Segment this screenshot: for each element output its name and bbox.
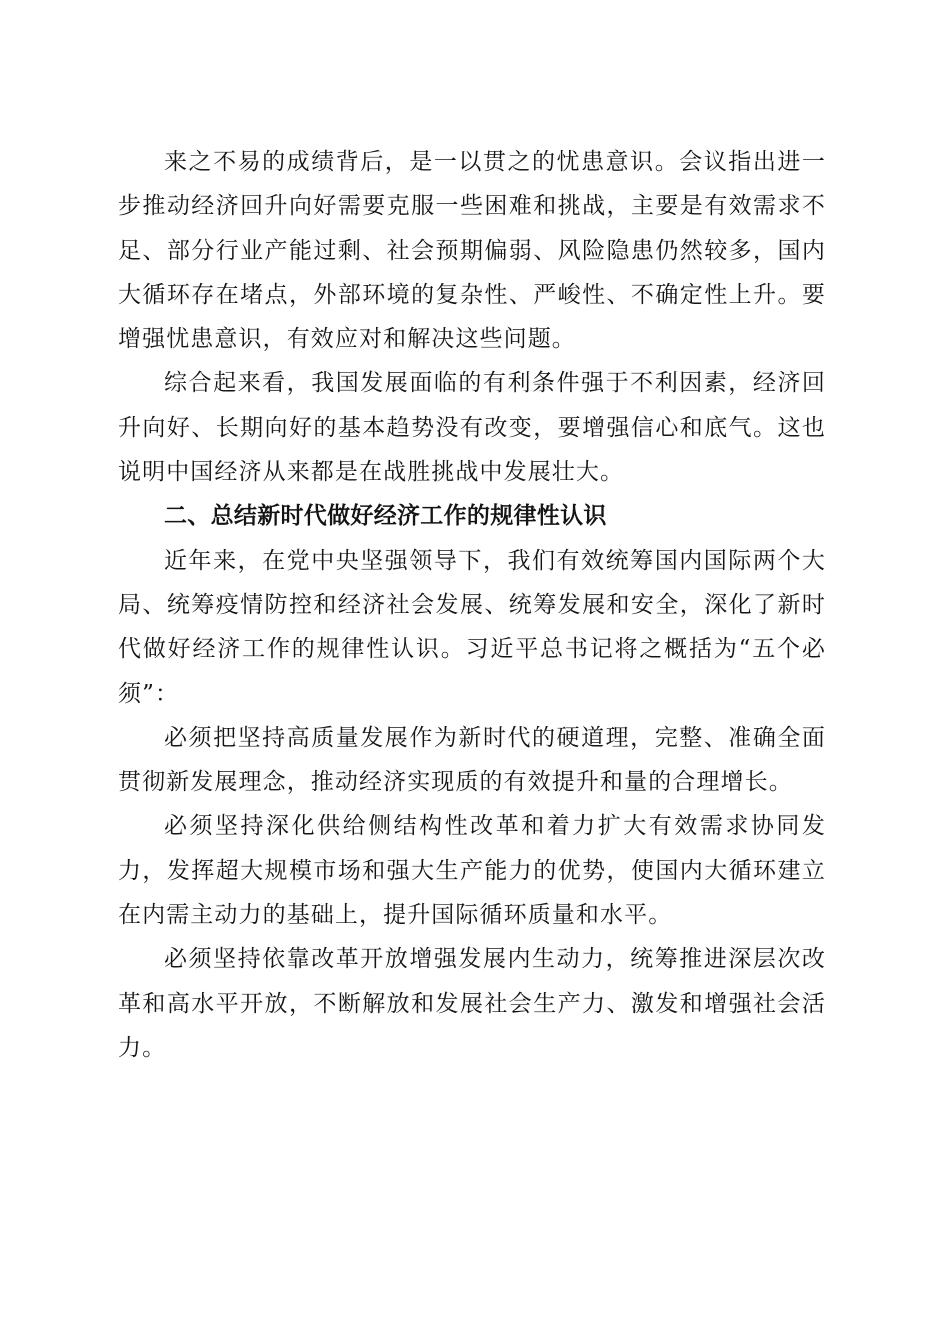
paragraph-high-quality-development: 必须把坚持高质量发展作为新时代的硬道理，完整、准确全面贯彻新发展理念，推动经济实现质的有效提升和量的合理增长。 xyxy=(118,724,826,796)
paragraph-supply-side-reform: 必须坚持深化供给侧结构性改革和着力扩大有效需求协同发力，发挥超大规模市场和强大生产能力的优势，使国内大循环建立在内需主动力的基础上，提升国际循环质量和水平。 xyxy=(118,813,826,929)
paragraph-reform-opening: 必须坚持依靠改革开放增强发展内生动力，统筹推进深层次改革和高水平开放，不断解放和发展社会生产力、激发和增强社会活力。 xyxy=(118,946,826,1061)
section-heading: 二、总结新时代做好经济工作的规律性认识 xyxy=(164,503,607,530)
document-page xyxy=(118,140,826,1070)
paragraph-overall-assessment: 综合起来看，我国发展面临的有利条件强于不利因素，经济回升向好、长期向好的基本趋势没有改变，要增强信心和底气。这也说明中国经济从来都是在战胜挑战中发展壮大。 xyxy=(118,370,826,486)
paragraph-worry-awareness: 来之不易的成绩背后，是一以贯之的忧患意识。会议指出进一步推动经济回升向好需要克服一些困难和挑战，主要是有效需求不足、部分行业产能过剩、社会预期偏弱、风险隐患仍然较多，国内大循环存在堵点，外部环境的复杂性、严峻性、不确定性上升。要增强忧患意识，有效应对和解决这些问题。 xyxy=(118,149,826,353)
paragraph-recent-years: 近年来，在党中央坚强领导下，我们有效统筹国内国际两个大局、统筹疫情防控和经济社会发展、统筹发展和安全，深化了新时代做好经济工作的规律性认识。习近平总书记将之概括为“五个必须”： xyxy=(118,547,826,707)
